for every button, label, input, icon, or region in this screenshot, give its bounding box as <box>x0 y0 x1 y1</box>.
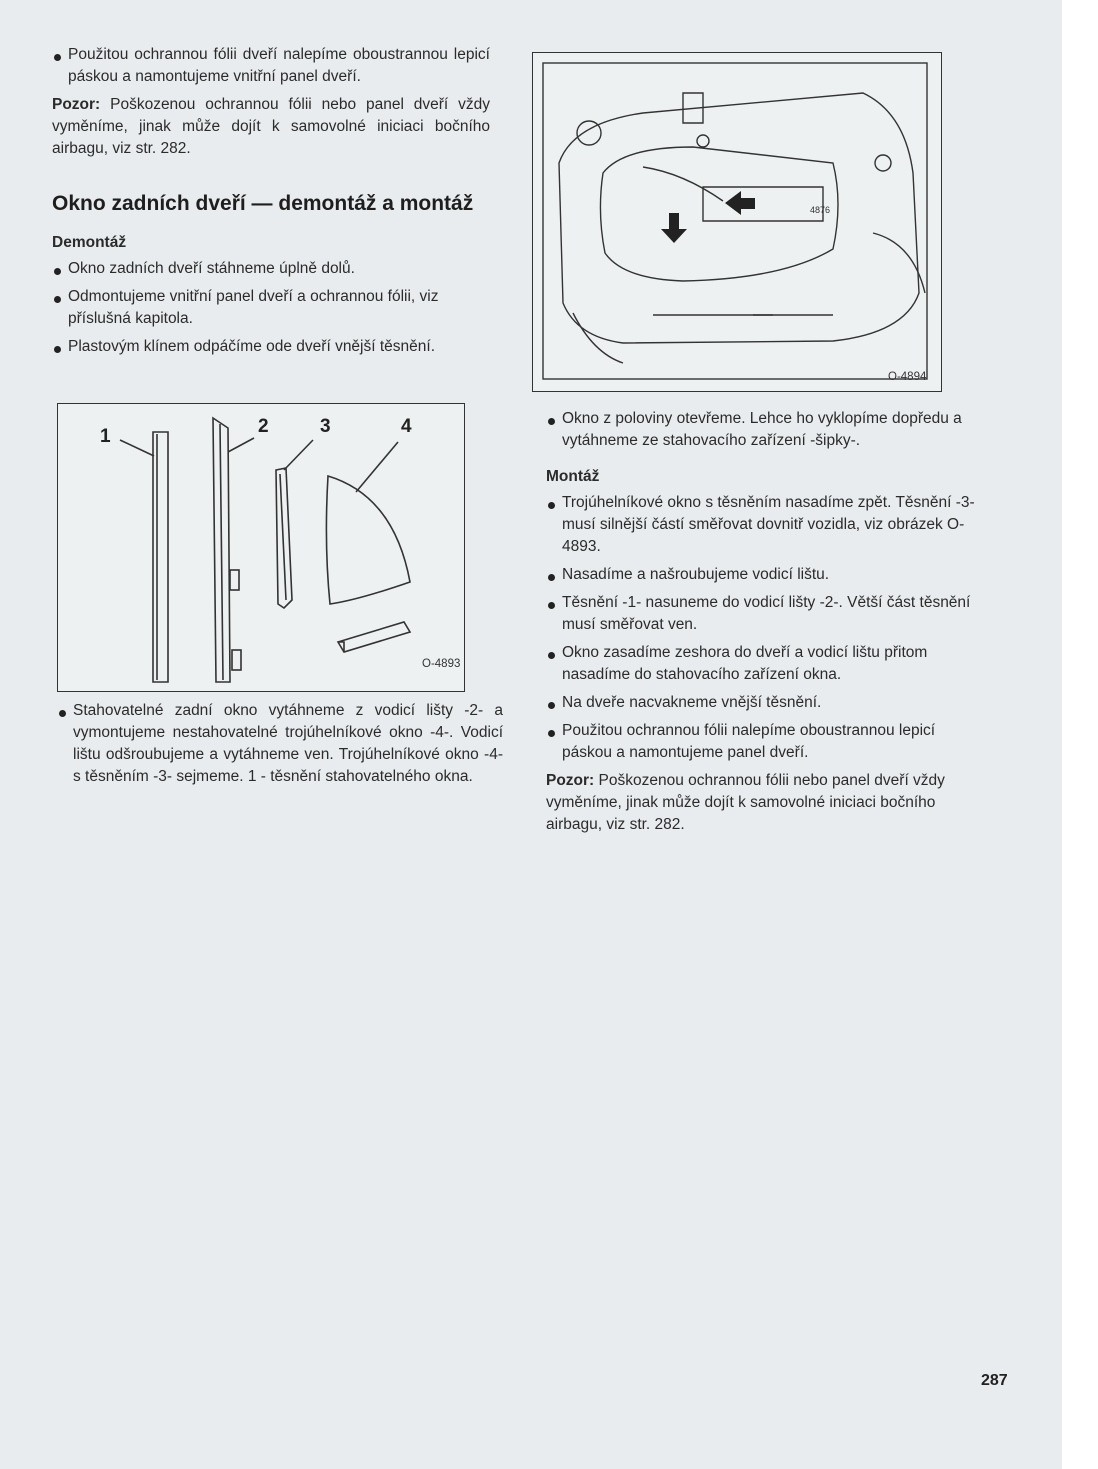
intro-warning-note <box>52 94 490 160</box>
rail-bracket <box>232 650 241 670</box>
intro-bullet: Použitou ochrannou fólii dveří nalepíme oboustrannou lepicí páskou a namontujeme vnitřní panel dveří. <box>52 44 490 88</box>
right-column <box>546 408 986 836</box>
montaz-step: Těsnění -1- nasuneme do vodicí lišty -2-. Větší část těsnění musí směřovat ven. <box>546 592 986 636</box>
door-interior-drawing <box>533 53 941 391</box>
montaz-step: Použitou ochrannou fólii nalepíme oboustrannou lepicí páskou a namontujeme panel dveří. <box>546 720 986 764</box>
left-after-figure <box>57 700 503 794</box>
page-number: 287 <box>981 1372 1008 1389</box>
inner-label: 4876 <box>810 205 831 215</box>
montaz-step: Okno zasadíme zeshora do dveří a vodicí lištu přitom nasadíme do stahovacího zařízení okna. <box>546 642 986 686</box>
montaz-heading: Montáž <box>546 468 600 485</box>
part-label-2: 2 <box>258 416 269 437</box>
rail-bracket <box>230 570 239 590</box>
section-title: Okno zadních dveří — demontáž a montáž <box>52 192 474 215</box>
montaz-step: Trojúhelníkové okno s těsněním nasadíme zpět. Těsnění -3- musí silnější částí směřovat dovnitř vozidla, viz obrázek O-4893. <box>546 492 986 558</box>
figure-code: O-4894 <box>888 371 927 383</box>
part-label-4: 4 <box>401 416 412 437</box>
removal-bullet: Stahovatelné zadní okno vytáhneme z vodicí lišty -2- a vymontujeme nestahovatelné trojúhelníkové okno -4-. Vodicí lištu odšroubujeme a vytáhneme ven. Trojúhelníkové okno -4- s těsněním -3- sejmeme. 1 - těsnění stahovatelného okna. <box>57 700 503 788</box>
intro-note-text: Poškozenou ochrannou fólii nebo panel dveří vždy vyměníme, jinak může dojít k samovolné iniciaci bočního airbagu, viz str. 282. <box>52 96 490 157</box>
demontaz-heading: Demontáž <box>52 234 127 252</box>
montaz-step: Nasadíme a našroubujeme vodicí lištu. <box>546 564 986 586</box>
figure-window-parts <box>57 403 465 692</box>
open-window-bullet: Okno z poloviny otevřeme. Lehce ho vyklopíme dopředu a vytáhneme ze stahovacího zařízení -šipky-. <box>546 408 986 452</box>
window-parts-drawing <box>58 404 464 691</box>
clip-piece <box>338 622 410 652</box>
figure-door-interior <box>532 52 942 392</box>
warning-note <box>546 770 986 836</box>
seal-part-3 <box>276 468 292 608</box>
montaz-step: Na dveře nacvakneme vnější těsnění. <box>546 692 986 714</box>
figure-code: O-4893 <box>422 658 461 670</box>
door-inner-frame <box>559 93 919 343</box>
intro-note-label: Pozor: <box>52 96 101 113</box>
demontaz-step: Odmontujeme vnitřní panel dveří a ochrannou fólii, viz příslušná kapitola. <box>52 286 490 330</box>
note-text: Poškozenou ochrannou fólii nebo panel dveří vždy vyměníme, jinak může dojít k samovolné iniciaci bočního airbagu, viz str. 282. <box>546 772 945 833</box>
demontaz-step: Okno zadních dveří stáhneme úplně dolů. <box>52 258 490 280</box>
left-column <box>52 44 490 364</box>
window-opening <box>600 147 838 281</box>
demontaz-step: Plastovým klínem odpáčíme ode dveří vnější těsnění. <box>52 336 490 358</box>
arrow-down-icon <box>661 213 687 243</box>
triangle-window-part-4 <box>326 476 410 604</box>
regulator-box <box>703 187 823 221</box>
note-label: Pozor: <box>546 772 595 789</box>
seal-strip-part-1 <box>153 432 168 682</box>
arrow-left-icon <box>725 191 755 215</box>
part-label-3: 3 <box>320 416 331 437</box>
part-label-1: 1 <box>100 426 111 447</box>
